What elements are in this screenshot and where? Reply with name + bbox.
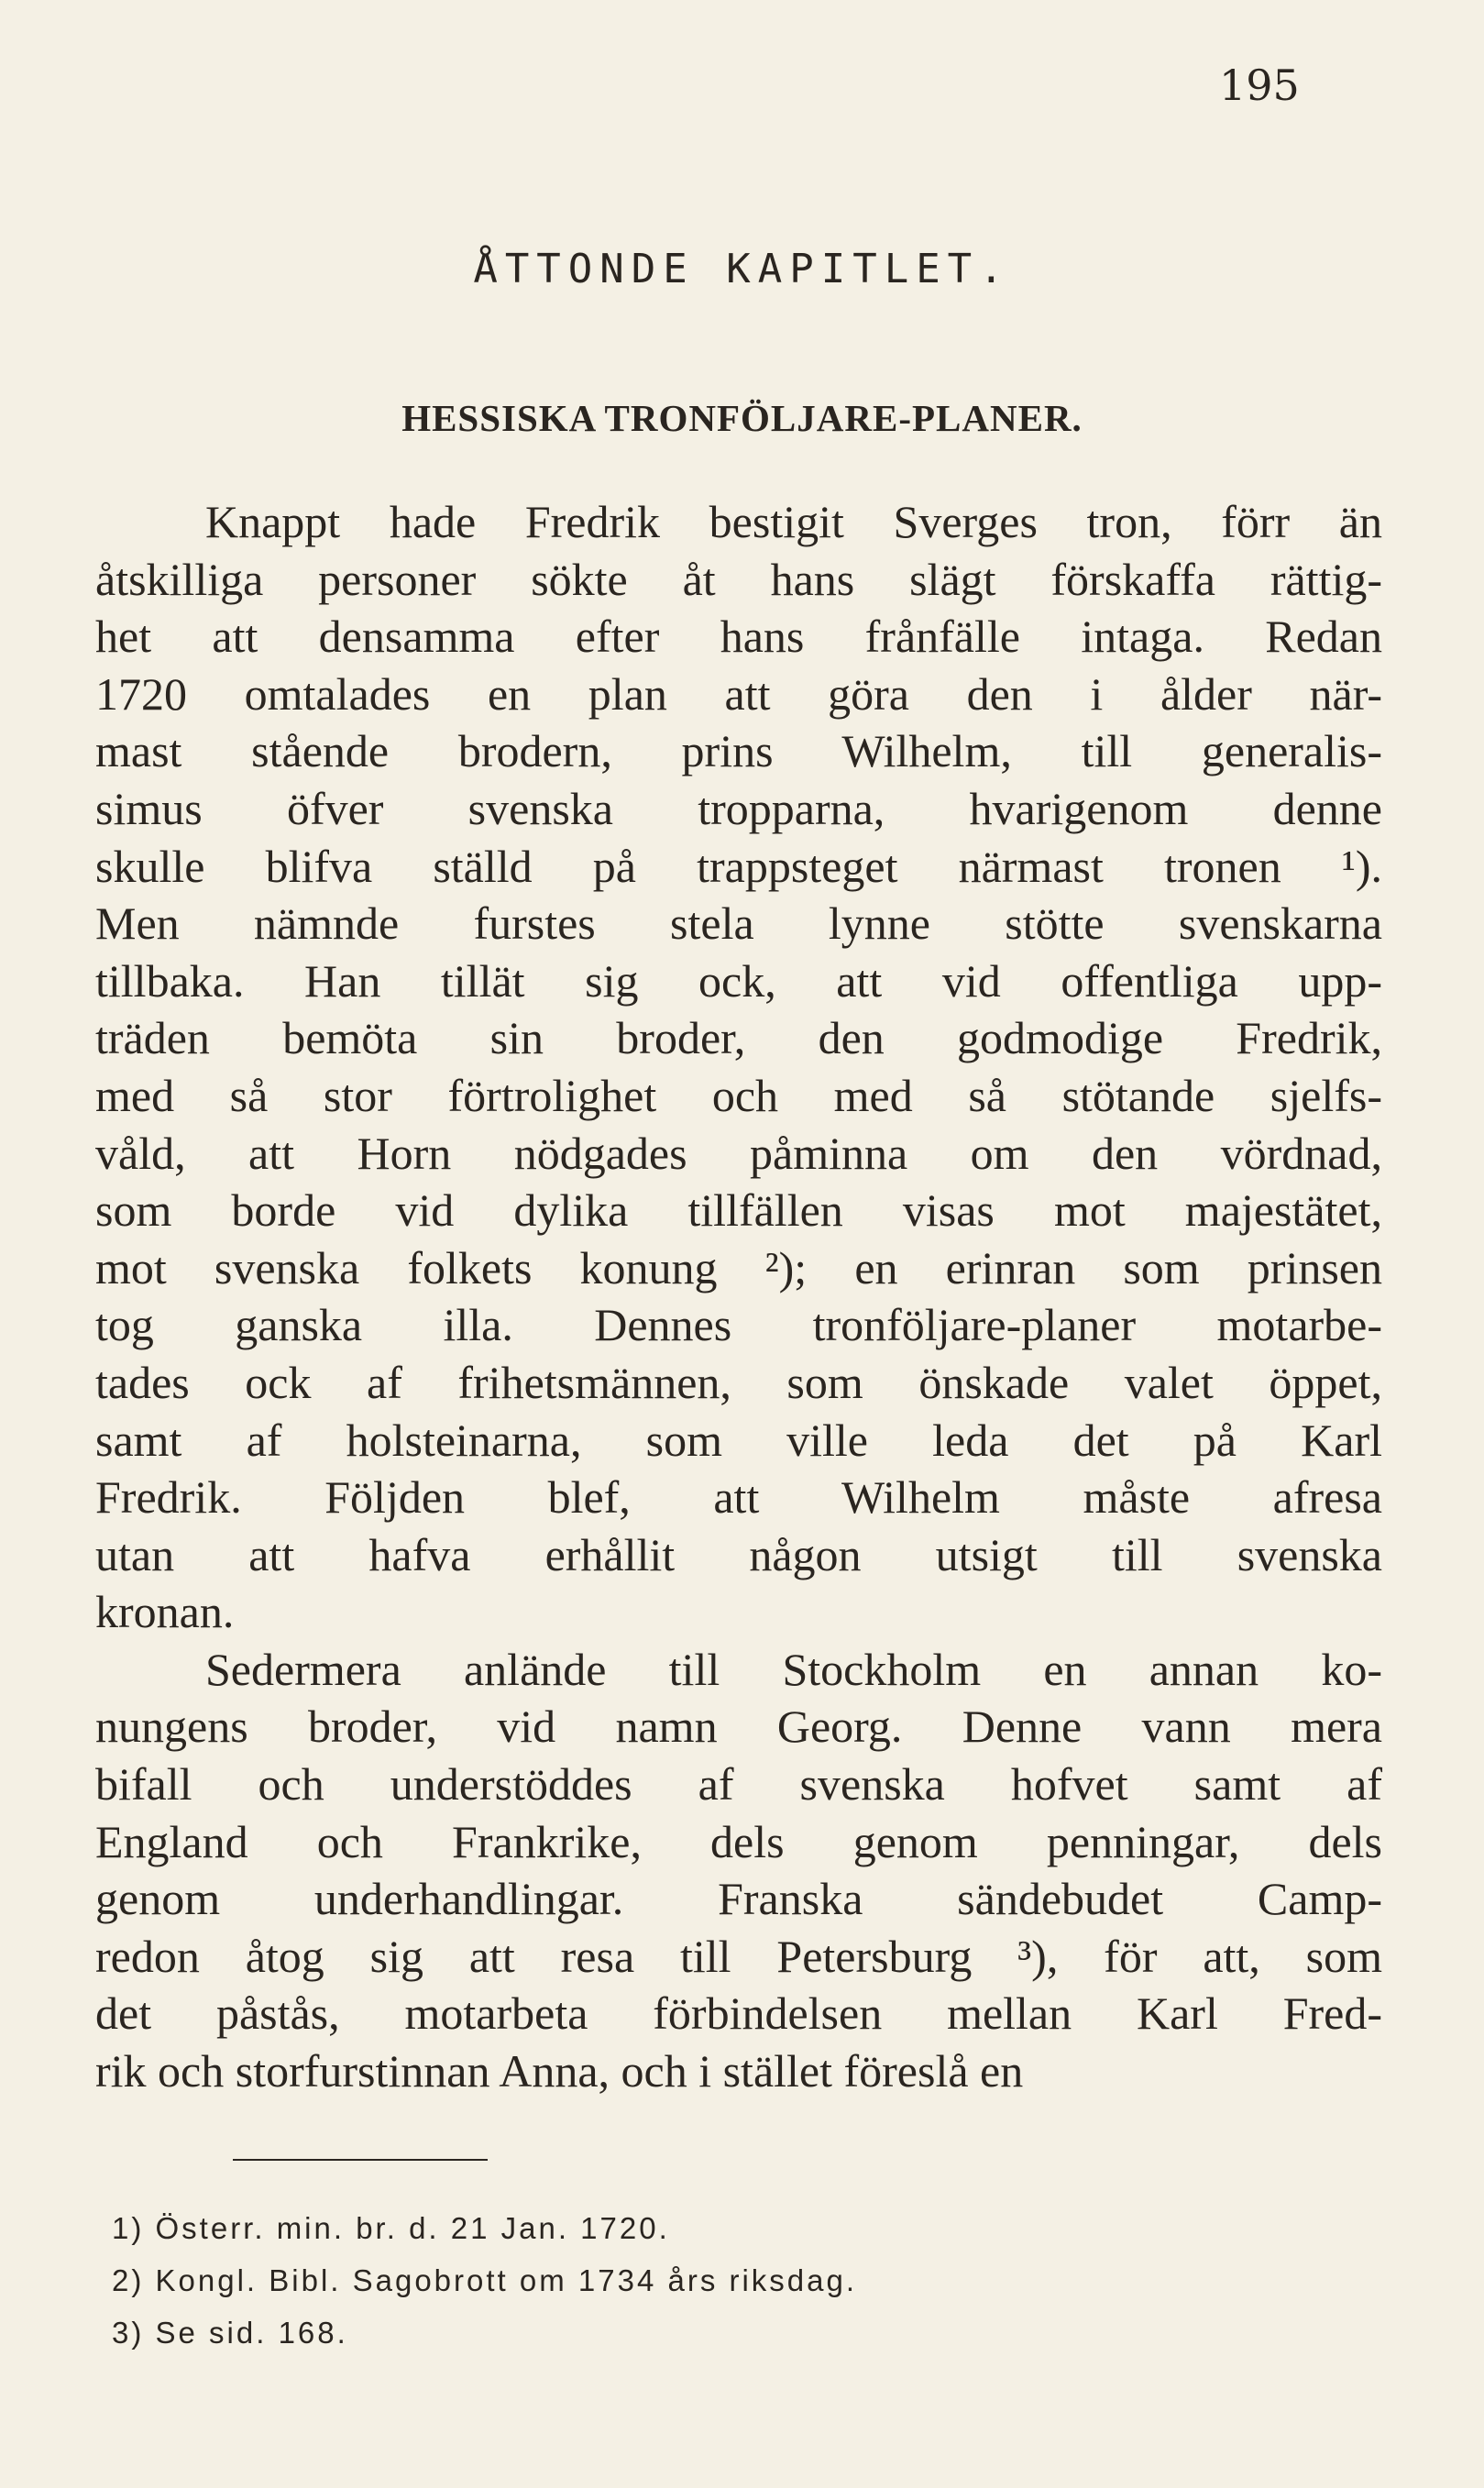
text-line: tades ock af frihetsmännen, som önskade valet öppet,: [95, 1356, 1382, 1408]
text-line: mast stående brodern, prins Wilhelm, till generalis-: [95, 725, 1382, 777]
text-line: det påstås, motarbeta förbindelsen mellan Karl Fred-: [95, 1987, 1382, 2040]
text-line: genom underhandlingar. Franska sändebudet Camp-: [95, 1873, 1382, 1925]
text-line: med så stor förtrolighet och med så stötande sjelfs-: [95, 1069, 1382, 1121]
text-line: våld, att Horn nödgades påminna om den vördnad,: [95, 1127, 1382, 1179]
page-number: 195: [1219, 61, 1300, 110]
text-line: England och Frankrike, dels genom penningar, dels: [95, 1815, 1382, 1867]
footnotes: [112, 2202, 857, 2359]
text-line: samt af holsteinarna, som ville leda det på Karl: [95, 1414, 1382, 1466]
text-line: tog ganska illa. Dennes tronföljare-planer motarbe-: [95, 1299, 1382, 1351]
text-line: redon åtog sig att resa till Petersburg ³), för att, som: [95, 1930, 1382, 1982]
text-line: träden bemöta sin broder, den godmodige Fredrik,: [95, 1012, 1382, 1064]
text-line: rik och storfurstinnan Anna, och i stället föreslå en: [95, 2045, 1024, 2097]
footnote: 2) Kongl. Bibl. Sagobrott om 1734 års riksdag.: [112, 2263, 858, 2297]
text-line: Fredrik. Följden blef, att Wilhelm måste afresa: [95, 1471, 1382, 1524]
text-line: skulle blifva ställd på trappsteget närmast tronen ¹).: [95, 840, 1382, 892]
text-line: tillbaka. Han tillät sig ock, att vid offentliga upp-: [95, 954, 1382, 1007]
footnote: 1) Österr. min. br. d. 21 Jan. 1720.: [112, 2211, 670, 2245]
text-line: som borde vid dylika tillfällen visas mot majestätet,: [95, 1184, 1382, 1237]
text-line: utan att hafva erhållit någon utsigt till svenska: [95, 1528, 1382, 1580]
text-line: simus öfver svenska tropparna, hvarigenom denne: [95, 782, 1382, 834]
chapter-heading: ÅTTONDE KAPITLET.: [473, 246, 1011, 292]
text-line: Men nämnde furstes stela lynne stötte svenskarna: [95, 897, 1382, 950]
text-line: Knappt hade Fredrik bestigit Sverges tron, förr än: [205, 496, 1382, 547]
text-line: kronan.: [95, 1586, 235, 1638]
footnote-divider: [233, 2159, 488, 2161]
body-text: [95, 493, 1382, 2100]
text-line: bifall och understöddes af svenska hofvet samt af: [95, 1758, 1382, 1811]
text-line: 1720 omtalades en plan att göra den i ålder när-: [95, 667, 1382, 720]
text-line: mot svenska folkets konung ²); en erinran som prinsen: [95, 1241, 1382, 1294]
footnote: 3) Se sid. 168.: [112, 2316, 348, 2350]
text-line: åtskilliga personer sökte åt hans slägt förskaffa rättig-: [95, 553, 1382, 605]
text-line: nungens broder, vid namn Georg. Denne vann mera: [95, 1701, 1382, 1753]
text-line: het att densamma efter hans frånfälle intaga. Redan: [95, 611, 1382, 663]
text-line: Sedermera anlände till Stockholm en annan ko-: [205, 1643, 1382, 1695]
section-title: HESSISKA TRONFÖLJARE-PLANER.: [401, 397, 1083, 439]
